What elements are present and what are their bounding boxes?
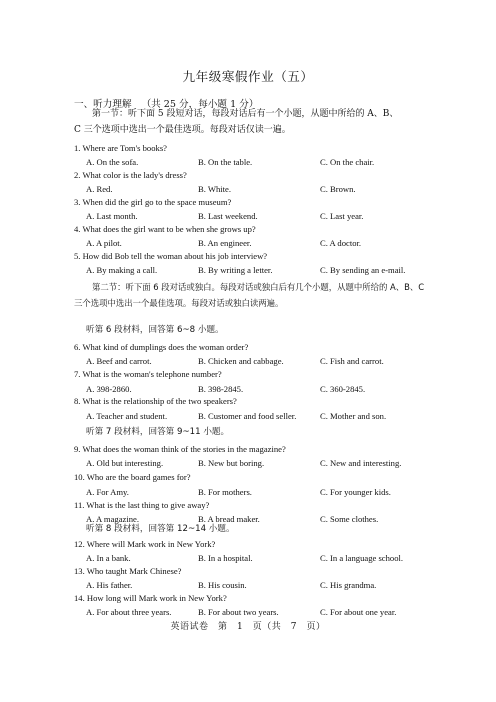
q2-option-a: A. Red. — [86, 184, 113, 194]
q12-option-a: A. In a bank. — [86, 553, 131, 563]
q5-option-c: C. By sending an e-mail. — [320, 265, 406, 275]
q2-option-b: B. White. — [198, 184, 232, 194]
q6-option-a: A. Beef and carrot. — [86, 356, 152, 366]
q6-option-b: B. Chicken and cabbage. — [198, 356, 284, 366]
page-title: 九年级寒假作业（五） — [182, 69, 314, 84]
q12-option-b: B. In a hospital. — [198, 553, 253, 563]
q2-option-c: C. Brown. — [320, 184, 356, 194]
q10-option-c: C. For younger kids. — [320, 487, 391, 497]
q1-option-a: A. On the sofa. — [86, 157, 139, 167]
q8-option-c: C. Mother and son. — [320, 411, 387, 421]
question-13: 13. Who taught Mark Chinese? — [74, 566, 182, 576]
section-score: （共 25 分，每小题 1 分） — [141, 99, 259, 110]
q4-option-a: A. A pilot. — [86, 238, 122, 248]
page-footer: 英语试卷 第 1 页（共 7 页） — [170, 622, 326, 632]
q3-option-b: B. Last weekend. — [198, 211, 258, 221]
passage-6-note: 听第 6 段材料，回答第 6~8 小题。 — [86, 325, 224, 335]
q9-option-a: A. Old but interesting. — [86, 458, 164, 468]
part2-line2: 三个选项中选出一个最佳选项。每段对话或独白读两遍。 — [74, 297, 284, 308]
q11-option-a: A. A magazine. — [86, 514, 139, 524]
q11-option-c: C. Some clothes. — [320, 514, 379, 524]
passage-7-note: 听第 7 段材料，回答第 9~11 小题。 — [86, 427, 230, 437]
q3-option-c: C. Last year. — [320, 211, 364, 221]
question-2: 2. What color is the lady's dress? — [74, 170, 187, 180]
q11-option-b: B. A bread maker. — [198, 514, 260, 524]
passage-8-note: 听第 8 段材料，回答第 12~14 小题。 — [86, 524, 235, 534]
q14-option-a: A. For about three years. — [86, 607, 172, 617]
q8-option-b: B. Customer and food seller. — [198, 411, 297, 421]
q13-option-b: B. His cousin. — [198, 580, 247, 590]
question-8: 8. What is the relationship of the two speakers? — [74, 396, 237, 406]
part1-line1: 第一节：听下面 5 段短对话，每段对话后有一个小题，从题中所给的 A、B、 — [92, 109, 399, 119]
q3-option-a: A. Last month. — [86, 211, 138, 221]
q7-option-c: C. 360-2845. — [320, 384, 366, 394]
q5-option-b: B. By writing a letter. — [198, 265, 273, 275]
q10-option-a: A. For Amy. — [86, 487, 129, 497]
q7-option-a: A. 398-2860. — [86, 384, 132, 394]
q14-option-c: C. For about one year. — [320, 607, 397, 617]
question-10: 10. Who are the board games for? — [74, 472, 191, 482]
question-11: 11. What is the last thing to give away? — [74, 500, 210, 510]
question-4: 4. What does the girl want to be when she grows up? — [74, 224, 256, 234]
part2-instructions — [74, 280, 444, 311]
q1-option-b: B. On the table. — [198, 157, 253, 167]
question-3: 3. When did the girl go to the space museum? — [74, 197, 232, 207]
q1-option-c: C. On the chair. — [320, 157, 375, 167]
q8-option-a: A. Teacher and student. — [86, 411, 168, 421]
question-9: 9. What does the woman think of the stories in the magazine? — [74, 444, 286, 454]
question-7: 7. What is the woman's telephone number? — [74, 369, 222, 379]
q9-option-c: C. New and interesting. — [320, 458, 402, 468]
q4-option-c: C. A doctor. — [320, 238, 362, 248]
q14-option-b: B. For about two years. — [198, 607, 279, 617]
q13-option-c: C. His grandma. — [320, 580, 377, 590]
part1-instructions — [74, 107, 434, 138]
q10-option-b: B. For mothers. — [198, 487, 252, 497]
part1-line2: C 三个选项中选出一个最佳选项。每段对话仅读一遍。 — [74, 124, 291, 135]
part2-line1: 第二节：听下面 6 段对话或独白。每段对话或独白后有几个小题，从题中所给的 A、B、C — [92, 282, 425, 292]
question-1: 1. Where are Tom's books? — [74, 143, 167, 153]
q7-option-b: B. 398-2845. — [198, 384, 244, 394]
q12-option-c: C. In a language school. — [320, 553, 404, 563]
question-6: 6. What kind of dumplings does the woman order? — [74, 342, 249, 352]
q9-option-b: B. New but boring. — [198, 458, 265, 468]
q6-option-c: C. Fish and carrot. — [320, 356, 384, 366]
question-12: 12. Where will Mark work in New York? — [74, 539, 216, 549]
q5-option-a: A. By making a call. — [86, 265, 158, 275]
question-5: 5. How did Bob tell the woman about his job interview? — [74, 251, 268, 261]
question-14: 14. How long will Mark work in New York? — [74, 593, 227, 603]
q13-option-a: A. His father. — [86, 580, 133, 590]
section-heading-label: 一、听力理解 — [74, 99, 132, 110]
q4-option-b: B. An engineer. — [198, 238, 252, 248]
